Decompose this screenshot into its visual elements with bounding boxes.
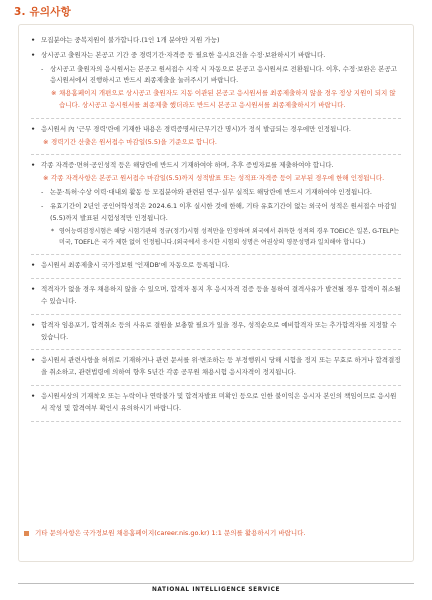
footer-divider [18, 583, 414, 584]
divider [31, 314, 401, 315]
divider [31, 118, 401, 119]
warning-text: 각종 자격사항은 본공고 원서접수 마감일(5.5)까지 성적발표 또는 성적표·자격증 등이 교부된 경우에 한해 인정됩니다. [51, 174, 385, 183]
notice-text: 상시공고 출원자는 본공고 기간 중 경력기간·자격증 등 필요한 응시요건을 수정·보완하시기 바랍니다. [41, 50, 326, 59]
bullet-mark: • [31, 356, 36, 365]
ref-mark: ※ [43, 137, 49, 146]
footer-org-name: NATIONAL INTELLIGENCE SERVICE [151, 587, 281, 593]
bullet-mark: • [31, 285, 36, 294]
notice-item-6 [31, 284, 401, 308]
bullet-mark: • [31, 161, 36, 170]
notice-subtext: 유효기간이 2년인 공인어학성적은 2024.6.1 이후 실시한 것에 한해, 기타 유효기간이 없는 외국어 성적은 원서접수 마감일(5.5)까지 발표된 시험성적만 인정됩니다. [50, 201, 397, 222]
inquiry-text: 기타 문의사항은 국가정보원 채용홈페이지(career.nis.go.kr) 1:1 문의를 활용하시기 바랍니다. [35, 529, 306, 537]
divider [31, 385, 401, 386]
bullet-mark: • [31, 320, 36, 329]
ref-mark: ※ [43, 174, 49, 183]
square-bullet-icon [24, 531, 29, 536]
warning-note [43, 173, 401, 185]
notice-subitem [41, 201, 401, 225]
notice-subtext: 논문·특허·수상 이력·대내외 활동 등 모집분야와 관련된 연구·실무 실적도 해당란에 반드시 기재하여야 인정됩니다. [50, 187, 372, 196]
warning-text: 경력기간 산출은 원서접수 마감일(5.5)을 기준으로 합니다. [51, 137, 217, 146]
notice-text: 응시원서 관련사항을 허위로 기재하거나 관련 문서를 위·변조하는 등 부정행위시 당해 시험을 정지 또는 무효로 하거나 합격결정을 취소하고, 관련법령에 의하여 향후 5년간 각종 공무원 채용시험 응시자격이 정지됩니다. [41, 356, 401, 377]
warning-text: 채용홈페이지 개편으로 상시공고 출원자도 지동 이관된 본공고 응시원서를 최종제출하지 않을 경우 정상 지원이 되지 않습니다. 상시공고 응시원서를 최종제출 했더라도 반드시 본공고 응시원서를 최종제출하시기 바랍니다. [59, 89, 396, 109]
warning-note [51, 88, 401, 112]
notice-item-8 [31, 355, 401, 379]
notice-item-5 [31, 260, 401, 272]
notice-item-4 [31, 160, 401, 172]
divider [31, 421, 401, 422]
notice-panel [18, 24, 414, 562]
bullet-mark: • [31, 124, 36, 133]
sub-mark: * [51, 228, 55, 236]
notice-item-1 [31, 35, 401, 47]
notice-text: 모집분야는 중복지원이 불가합니다.(1인 1개 분야만 지원 가능) [41, 36, 220, 44]
notice-text: 응시원서상의 기재착오 또는 누락이나 연락불가 및 합격자발표 미확인 등으로 인한 불이익은 응시자 본인의 책임이므로 응시원서 작성 및 합격여부 확인시 유의하시기 바랍니다. [41, 391, 397, 412]
bullet-mark: • [31, 261, 36, 270]
inquiry-note [24, 528, 306, 537]
notice-text: 적격자가 없을 경우 채용하지 않을 수 있으며, 합격자 통지 후 응시자격 검증 등을 통하여 결격사유가 발견될 경우 합격이 취소될 수 있습니다. [41, 285, 401, 305]
notice-text: 응시원서 최종제출시 국가정보원 '인재DB'에 자동으로 등록됩니다. [41, 261, 230, 270]
dash-mark: - [41, 64, 44, 73]
divider [31, 278, 401, 279]
notice-item-2 [31, 50, 401, 62]
divider [31, 154, 401, 155]
notice-list [31, 35, 401, 422]
bullet-mark: • [31, 391, 36, 400]
dash-mark: - [41, 201, 44, 210]
ref-mark: ※ [51, 89, 57, 98]
divider [31, 349, 401, 350]
notice-text: 응시원서 內 '근무 경력'란에 기재한 내용은 경력증명서(근무기간 명시)가 정식 발급되는 경우에만 인정됩니다. [41, 124, 351, 133]
notice-text: 각종 자격증·면허·공인성적 등은 해당란에 반드시 기재하여야 하며, 추후 증빙자료를 제출하여야 합니다. [41, 161, 334, 170]
notice-text: 합격자 임용포기, 합격취소 등의 사유로 결원을 보충할 필요가 있을 경우, 성적순으로 예비합격자 또는 추가합격자를 지정할 수 있습니다. [41, 320, 397, 341]
sub-note-text: 영어능력검정시험은 해당 시험기관의 정규(정기)시험 성적만을 인정하며 외국에서 취득한 성적의 경우 TOEIC은 일본, G-TELP는 미국, TOEFL은 국가 제한 없이 인정됩니다.(외국에서 응시한 시험의 성명은 여권상의 영문성명과 일치해야 합니다.) [59, 228, 400, 247]
notice-item-3 [31, 124, 401, 136]
notice-subitem [41, 187, 401, 199]
sub-note [51, 226, 401, 248]
notice-item-7 [31, 320, 401, 344]
notice-subitem [41, 64, 401, 88]
divider [31, 254, 401, 255]
notice-item-9 [31, 391, 401, 415]
dash-mark: - [41, 187, 44, 196]
section-title: 3. 유의사항 [14, 6, 71, 18]
warning-note [43, 137, 401, 149]
notice-subtext: 상시공고 출원자의 응시원서는 본공고 원서접수 시작 시 자동으로 본공고 응시원서로 전환됩니다. 이후, 수정·보완은 본공고 응시원서에서 진행하시고 반드시 최종제출을 눌러주시기 바랍니다. [50, 64, 398, 85]
bullet-mark: • [31, 36, 36, 44]
bullet-mark: • [31, 50, 36, 59]
